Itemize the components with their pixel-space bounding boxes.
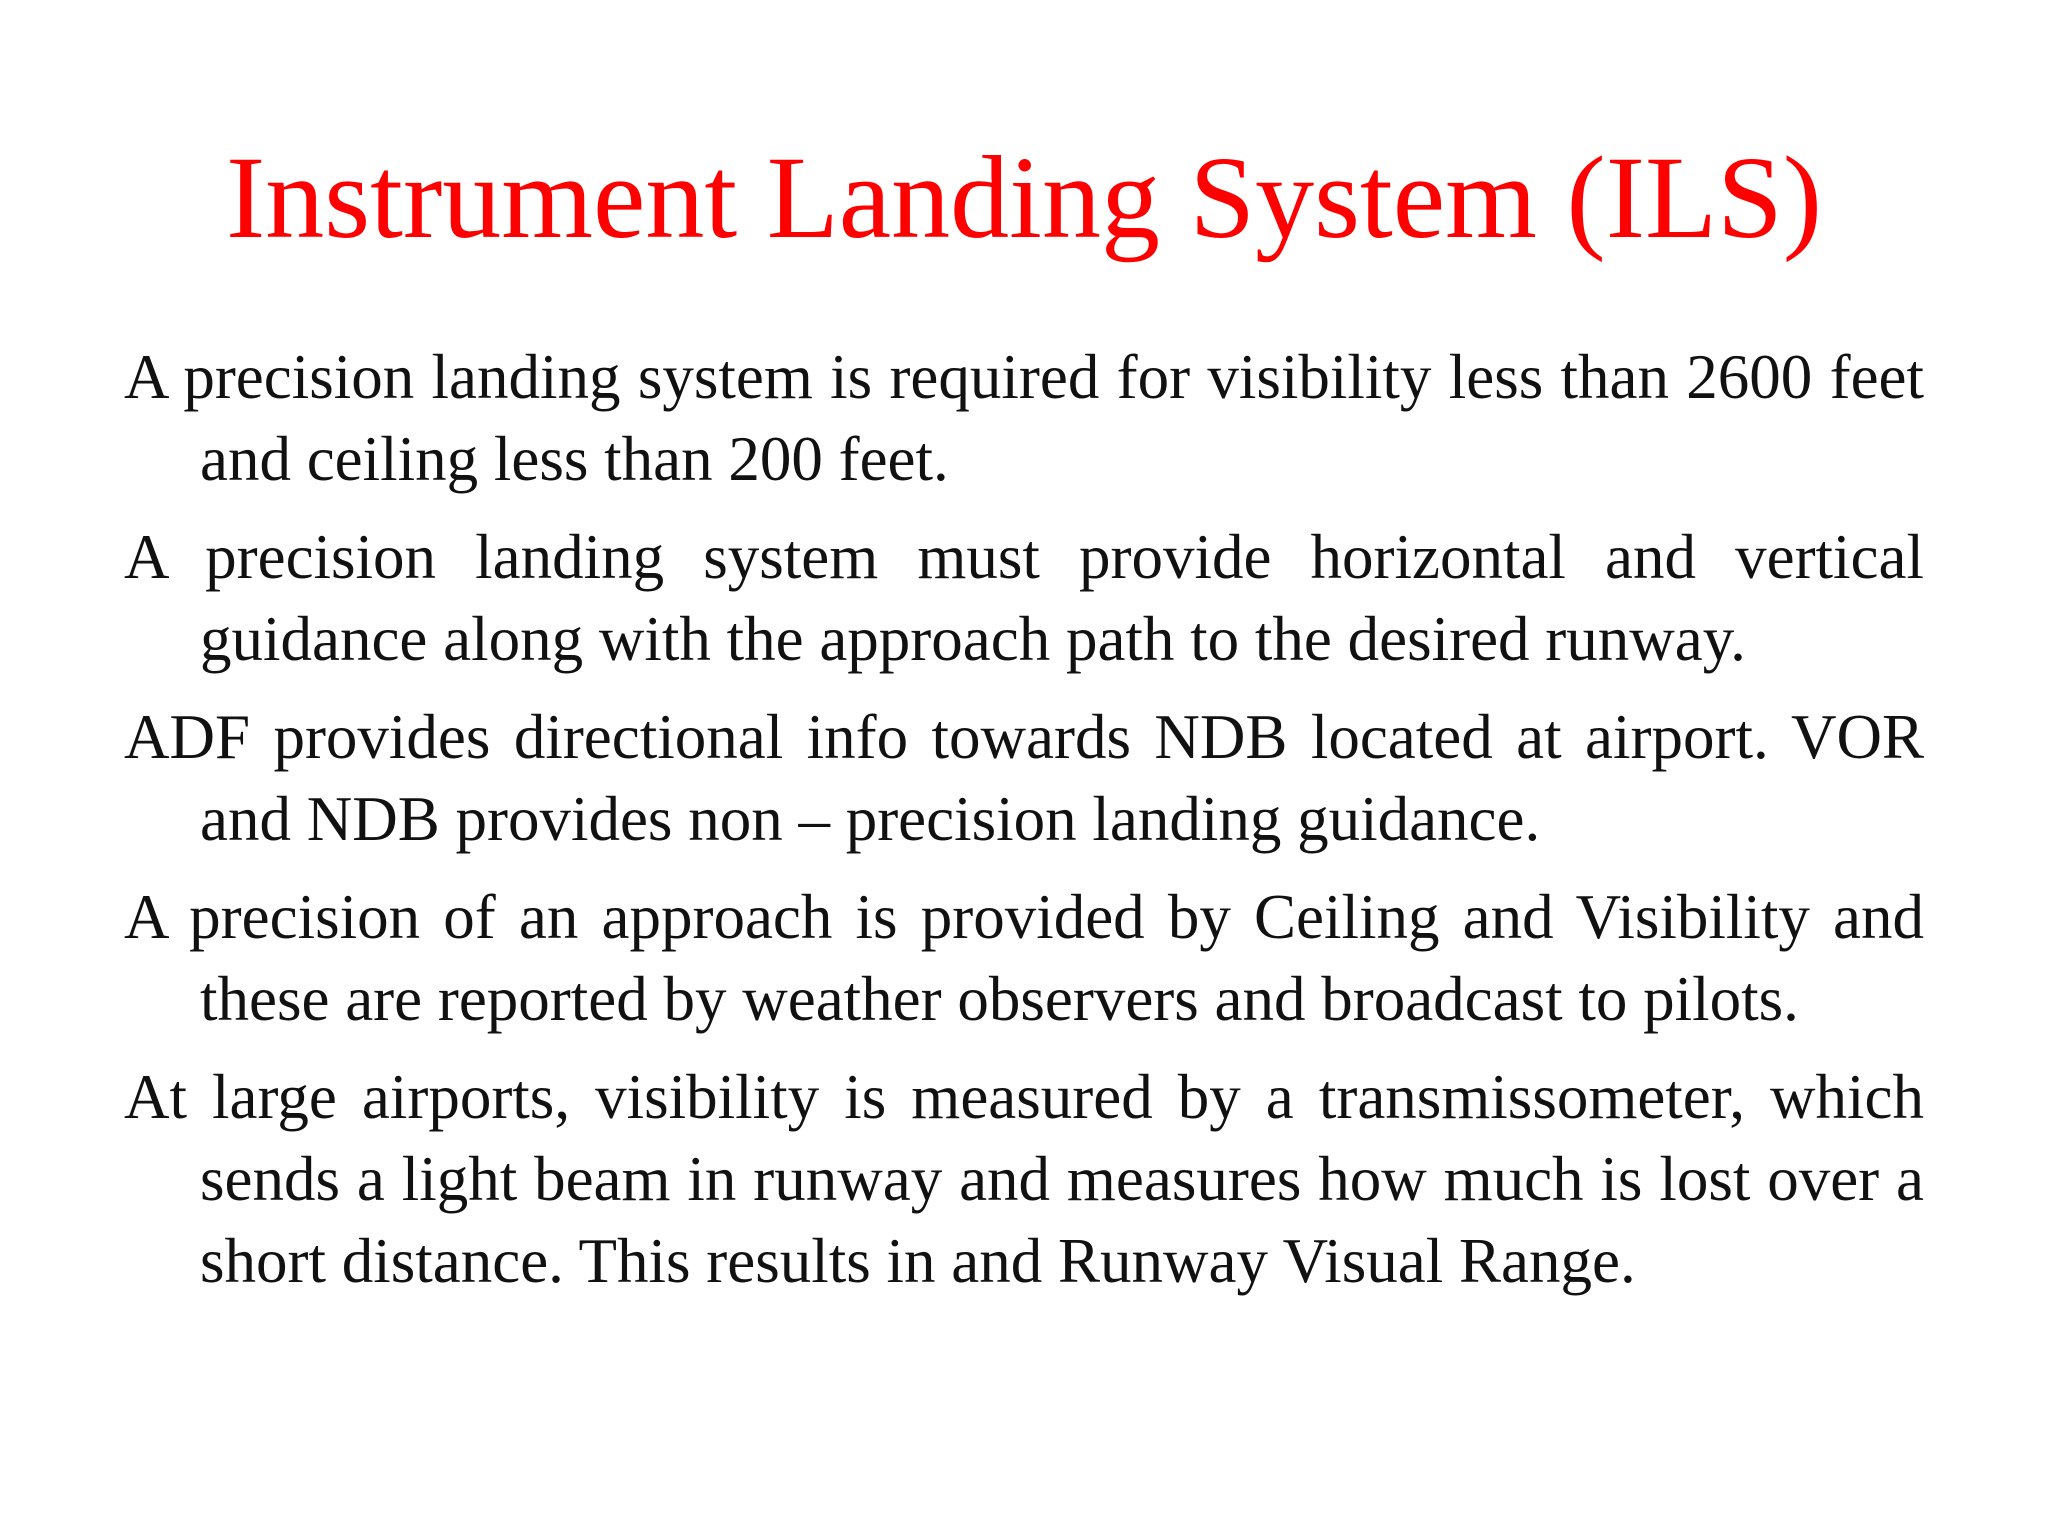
paragraph-transmissometer: At large airports, visibility is measured by a transmissometer, which sends a light beam in runway and measures how much is lost over a short distance. This results in and Runway Visual Range. <box>124 1062 1924 1296</box>
slide-body <box>124 336 1924 1318</box>
paragraph-visibility-requirement: A precision landing system is required for visibility less than 2600 feet and ceiling less than 200 feet. <box>124 342 1924 494</box>
paragraph-ceiling-visibility: A precision of an approach is provided by Ceiling and Visibility and these are reported by weather observers and broadcast to pilots. <box>124 882 1924 1034</box>
paragraph-guidance-requirement: A precision landing system must provide horizontal and vertical guidance along with the approach path to the desired runway. <box>124 522 1924 674</box>
slide-title: Instrument Landing System (ILS) <box>225 132 1823 263</box>
paragraph-adf-vor-ndb: ADF provides directional info towards NDB located at airport. VOR and NDB provides non – precision landing guidance. <box>124 702 1924 854</box>
